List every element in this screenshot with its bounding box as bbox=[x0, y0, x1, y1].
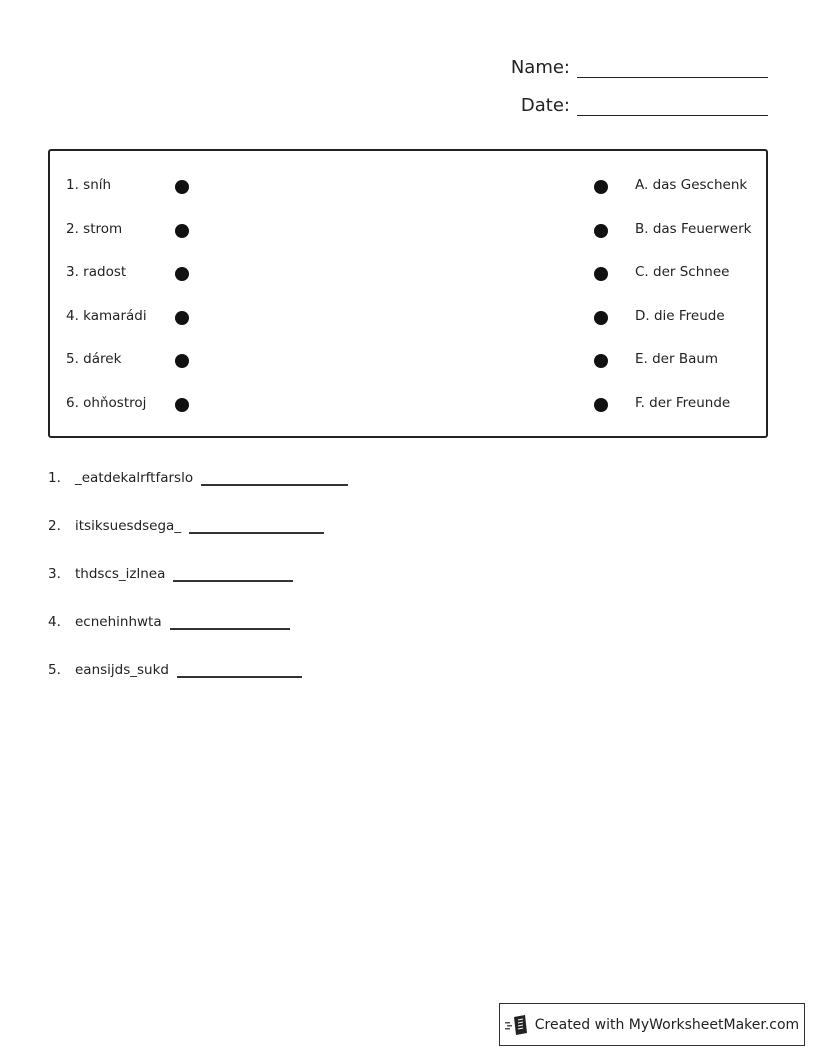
left-term: 5. dárek bbox=[66, 351, 122, 367]
scrambled-word: thdscs_izlnea bbox=[75, 566, 166, 582]
match-row bbox=[50, 395, 766, 415]
left-term: 2. strom bbox=[66, 220, 123, 237]
right-term: C. der Schnee bbox=[635, 264, 730, 280]
left-dot[interactable] bbox=[175, 180, 189, 194]
right-term: E. der Baum bbox=[635, 351, 719, 367]
right-term: D. die Freude bbox=[635, 307, 725, 324]
match-row bbox=[50, 264, 766, 284]
scrambled-word: _eatdekalrftfarslo bbox=[75, 470, 194, 486]
scrambled-word: itsiksuesdsega_ bbox=[75, 518, 182, 534]
scrambled-word: ecnehinhwta bbox=[75, 614, 162, 630]
left-term: 6. ohňostroj bbox=[66, 394, 147, 411]
left-dot[interactable] bbox=[175, 398, 189, 412]
item-number: 2. bbox=[48, 518, 61, 534]
answer-line[interactable] bbox=[170, 616, 290, 630]
date-field[interactable] bbox=[440, 92, 768, 116]
item-number: 3. bbox=[48, 566, 61, 582]
scramble-item bbox=[48, 466, 348, 486]
right-dot[interactable] bbox=[594, 180, 608, 194]
match-row bbox=[50, 308, 766, 328]
match-row bbox=[50, 221, 766, 241]
match-row bbox=[50, 177, 766, 197]
name-field[interactable] bbox=[440, 54, 768, 78]
left-dot[interactable] bbox=[175, 267, 189, 281]
date-label: Date: bbox=[520, 95, 570, 116]
right-dot[interactable] bbox=[594, 311, 608, 325]
scramble-item bbox=[48, 562, 293, 582]
left-dot[interactable] bbox=[175, 224, 189, 238]
match-row bbox=[50, 351, 766, 371]
worksheet-logo-icon bbox=[505, 1014, 529, 1036]
right-dot[interactable] bbox=[594, 354, 608, 368]
name-line[interactable] bbox=[577, 55, 768, 78]
answer-line[interactable] bbox=[201, 472, 348, 486]
right-dot[interactable] bbox=[594, 224, 608, 238]
left-term: 1. sníh bbox=[66, 177, 112, 193]
right-dot[interactable] bbox=[594, 267, 608, 281]
left-dot[interactable] bbox=[175, 311, 189, 325]
answer-line[interactable] bbox=[189, 520, 324, 534]
right-term: F. der Freunde bbox=[635, 394, 731, 411]
footer-text: Created with MyWorksheetMaker.com bbox=[534, 1016, 800, 1033]
right-term: A. das Geschenk bbox=[635, 177, 748, 193]
left-dot[interactable] bbox=[175, 354, 189, 368]
scrambled-word: eansijds_sukd bbox=[75, 662, 169, 678]
answer-line[interactable] bbox=[173, 568, 293, 582]
scramble-item bbox=[48, 514, 324, 534]
matching-box bbox=[48, 149, 768, 438]
right-term: B. das Feuerwerk bbox=[635, 220, 752, 237]
scramble-item bbox=[48, 610, 290, 630]
date-line[interactable] bbox=[577, 93, 768, 116]
name-label: Name: bbox=[510, 57, 570, 78]
item-number: 1. bbox=[48, 470, 61, 486]
left-term: 4. kamarádi bbox=[66, 307, 147, 324]
right-dot[interactable] bbox=[594, 398, 608, 412]
answer-line[interactable] bbox=[177, 664, 302, 678]
scramble-item bbox=[48, 658, 302, 678]
left-term: 3. radost bbox=[66, 264, 127, 280]
footer-badge[interactable] bbox=[499, 1003, 805, 1046]
item-number: 5. bbox=[48, 662, 61, 678]
item-number: 4. bbox=[48, 614, 61, 630]
